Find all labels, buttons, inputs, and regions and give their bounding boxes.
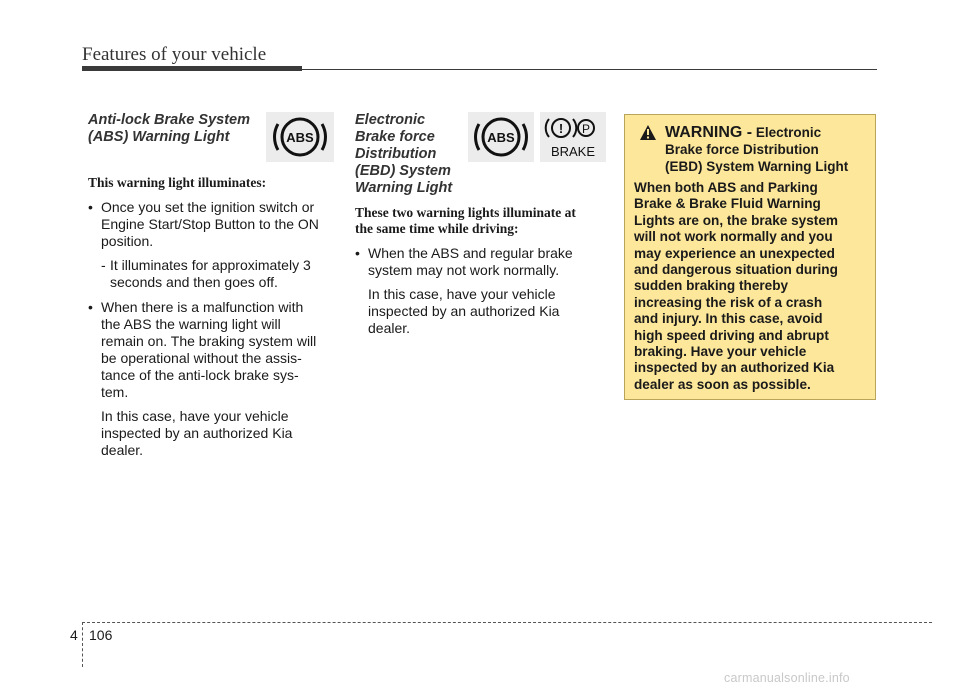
warning-line: will not work normally and you: [634, 229, 833, 245]
brake-warning-icon: [540, 112, 606, 162]
ebd-title-line: Warning Light: [355, 180, 453, 196]
brake-icon-graphic: [540, 112, 606, 162]
warning-line: and injury. In this case, avoid: [634, 311, 823, 327]
warning-title-line: [665, 124, 867, 141]
watermark-text: carmanualsonline.info: [724, 671, 850, 685]
text-line: In this case, have your vehicle: [101, 408, 289, 424]
warning-line: When both ABS and Parking: [634, 180, 818, 195]
abs-icon-graphic: [266, 112, 334, 162]
footer-divider: [82, 622, 83, 667]
warning-line: Brake & Brake Fluid Warning: [634, 196, 821, 212]
abs-warning-icon: [266, 112, 334, 162]
warning-line: inspected by an authorized Kia: [634, 360, 835, 376]
text-line: tem.: [101, 384, 129, 400]
text-line: These two warning lights illuminate at: [355, 205, 576, 220]
ebd-title-line: Electronic: [355, 112, 426, 128]
warning-word: WARNING -: [665, 124, 753, 141]
abs-section: [88, 112, 334, 459]
warning-heading: [634, 124, 867, 175]
text-line: Engine Start/Stop Button to the ON: [101, 216, 319, 232]
ebd-title-line: Brake force: [355, 129, 435, 145]
text-line: inspected by an authorized Kia: [368, 303, 560, 319]
warning-line: Lights are on, the brake system: [634, 212, 838, 228]
text-line: • When there is a malfunction with: [101, 299, 304, 315]
text-line: inspected by an authorized Kia: [101, 425, 293, 441]
text-line: remain on. The braking system will: [101, 333, 317, 349]
abs-note: [88, 408, 334, 459]
text-line: be operational without the assis-: [101, 350, 302, 366]
warning-line: and dangerous situation during: [634, 262, 838, 278]
chapter-number: 4: [70, 627, 78, 643]
ebd-subhead: [355, 205, 606, 237]
text-line: • Once you set the ignition switch or: [101, 199, 315, 215]
abs-title-line: Anti-lock Brake System: [88, 112, 250, 128]
abs-dash-item: [88, 257, 334, 291]
warning-line: may experience an unexpected: [634, 245, 835, 261]
ebd-title-line: (EBD) System: [355, 163, 451, 179]
text-line: dealer.: [101, 442, 144, 458]
text-line: seconds and then goes off.: [110, 274, 278, 290]
text-line: system may not work normally.: [368, 262, 560, 278]
parking-p-glyph: P: [581, 122, 591, 136]
warning-line: high speed driving and abrupt: [634, 327, 829, 343]
warning-line: sudden braking thereby: [634, 278, 789, 294]
abs-subhead: This warning light illuminates:: [88, 175, 267, 190]
warning-box: [624, 114, 876, 400]
text-line: dealer.: [368, 320, 411, 336]
ebd-note: [355, 286, 606, 337]
warning-title-part: Electronic: [755, 125, 822, 140]
page-number: 106: [89, 627, 113, 643]
text-line: tance of the anti-lock brake sys-: [101, 367, 299, 383]
text-line: the ABS the warning light will: [101, 316, 281, 332]
brake-icon-label: BRAKE: [550, 144, 596, 159]
ebd-abs-icon-label: ABS: [487, 130, 515, 145]
footer-rule: [82, 622, 932, 623]
text-line: It illuminates for approximately 3: [110, 257, 311, 273]
ebd-bullet: [355, 245, 606, 279]
warning-line: braking. Have your vehicle: [634, 344, 807, 360]
warning-title-line: Brake force Distribution: [665, 142, 819, 157]
warning-body: [634, 180, 867, 393]
abs-bullet-2: [88, 299, 334, 401]
dash-mark: -: [101, 257, 106, 273]
text-line: position.: [101, 233, 154, 249]
ebd-abs-icon-graphic: [468, 112, 534, 162]
text-line: • When the ABS and regular brake: [368, 245, 573, 261]
ebd-abs-icon: [468, 112, 534, 162]
abs-icon-label: ABS: [286, 130, 314, 145]
header-title: Features of your vehicle: [82, 44, 267, 65]
text-line: the same time while driving:: [355, 221, 519, 236]
header-rule-thin: [302, 69, 877, 70]
header-rule-thick: [82, 66, 302, 71]
brake-excl-glyph: !: [558, 121, 564, 136]
ebd-title-line: Distribution: [355, 146, 437, 162]
warning-triangle-icon: [640, 125, 656, 140]
warning-line: dealer as soon as possible.: [634, 376, 811, 392]
text-line: In this case, have your vehicle: [368, 286, 556, 302]
abs-title-line: (ABS) Warning Light: [88, 129, 230, 145]
warning-line: increasing the risk of a crash: [634, 294, 823, 310]
abs-bullet-1: [88, 199, 334, 250]
warning-title-line: (EBD) System Warning Light: [665, 159, 849, 174]
